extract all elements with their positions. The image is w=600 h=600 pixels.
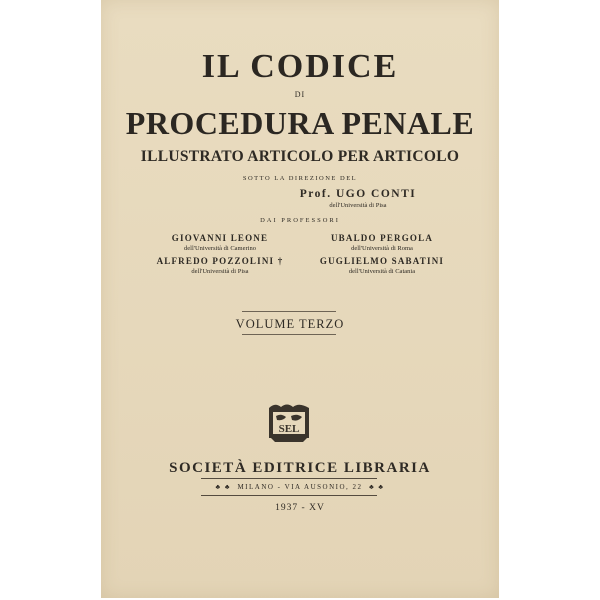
professor-entry [307, 256, 457, 275]
professors-label: DAI PROFESSORI [260, 217, 340, 224]
professor-name: GIOVANNI LEONE [171, 233, 269, 243]
professor-name: UBALDO PERGOLA [330, 233, 434, 243]
professor-affiliation: dell'Università di Catania [348, 268, 416, 275]
publisher-address-line [101, 483, 499, 491]
director-affiliation: dell'Università di Pisa [329, 202, 387, 209]
professor-affiliation: dell'Università di Roma [351, 245, 413, 252]
professor-entry [307, 233, 457, 252]
professor-affiliation: dell'Università di Camerino [184, 245, 256, 252]
svg-text:SEL: SEL [278, 423, 300, 435]
director-name: Prof. UGO CONTI [299, 188, 417, 200]
professor-entry [145, 233, 295, 252]
volume-rule-top [242, 311, 336, 312]
publisher-name: SOCIETÀ EDITRICE LIBRARIA [169, 460, 431, 476]
book-title-page [101, 0, 499, 598]
publisher-emblem-icon [267, 402, 311, 442]
subtitle: ILLUSTRATO ARTICOLO PER ARTICOLO [140, 148, 460, 165]
direction-label: SOTTO LA DIREZIONE DEL [242, 175, 358, 182]
title-connector: DI [294, 90, 306, 99]
publication-year: 1937 - XV [275, 503, 325, 513]
publisher-address: MILANO - VIA AUSONIO, 22 [237, 483, 363, 491]
volume-rule-bottom [242, 334, 336, 335]
publisher-rule-top [201, 478, 377, 479]
professor-name: ALFREDO POZZOLINI † [156, 256, 284, 266]
publisher-rule-bottom [201, 495, 377, 496]
ornament: ♣ [215, 483, 222, 491]
ornament: ♣ [369, 483, 376, 491]
professor-entry [145, 256, 295, 275]
title-line-2: PROCEDURA PENALE [125, 105, 475, 141]
ornament: ♣ [224, 483, 231, 491]
ornament: ♣ [378, 483, 385, 491]
professor-name: GUGLIELMO SABATINI [319, 256, 445, 266]
title-line-1: IL CODICE [201, 48, 399, 85]
professor-affiliation: dell'Università di Pisa [191, 268, 249, 275]
volume-label: VOLUME TERZO [235, 317, 345, 331]
